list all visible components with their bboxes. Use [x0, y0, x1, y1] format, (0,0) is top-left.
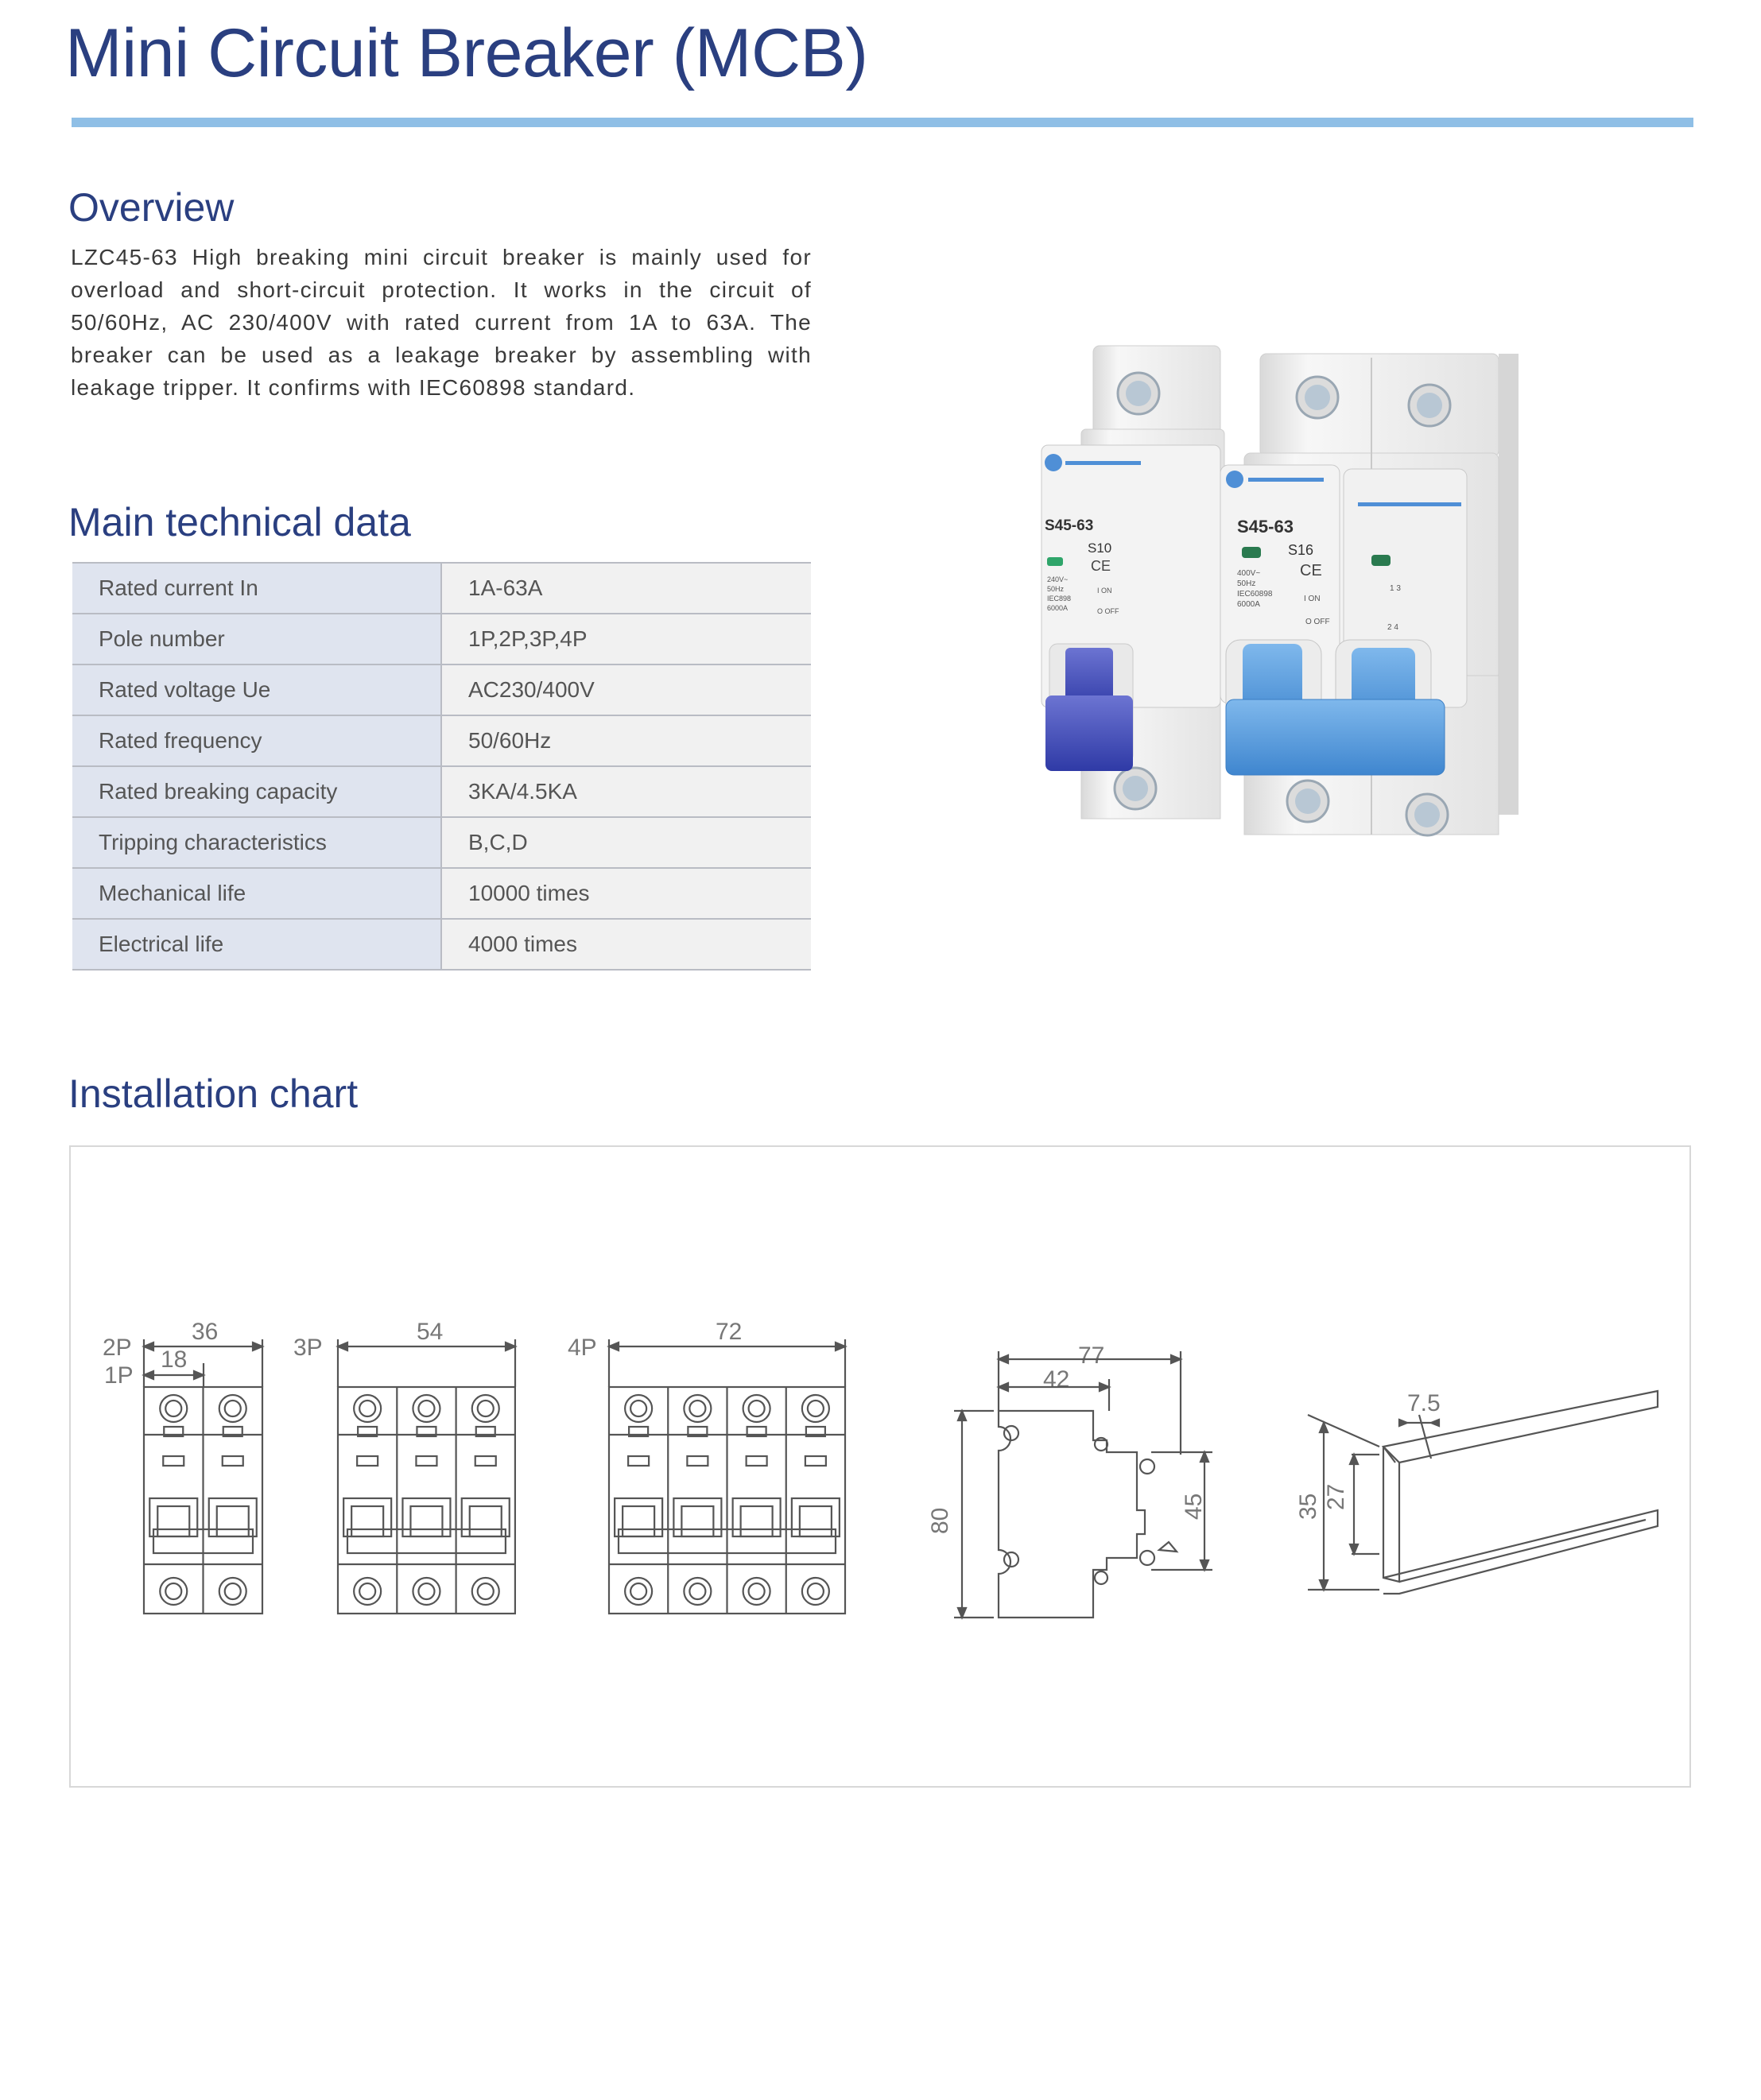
spec-label: Rated current In: [72, 563, 441, 614]
dim-36: 36: [192, 1319, 219, 1345]
spec-label: Rated frequency: [72, 715, 441, 766]
spec-label: Rated breaking capacity: [72, 766, 441, 817]
label-3p: 3P: [293, 1335, 323, 1361]
label-4p: 4P: [568, 1335, 597, 1361]
ce-mark-left: CE: [1091, 558, 1111, 574]
label-2p: 2P: [103, 1335, 132, 1361]
spec-label: Pole number: [72, 614, 441, 664]
spec-right-0: 400V~: [1237, 569, 1261, 578]
spec-left-0: 240V~: [1047, 575, 1069, 583]
front-view-dimension-lines: [144, 1339, 845, 1387]
dim-80: 80: [927, 1507, 953, 1534]
ce-mark-right: CE: [1300, 562, 1322, 579]
on-label-left: I ON: [1097, 587, 1112, 595]
off-label-left: O OFF: [1097, 607, 1119, 615]
spec-value: 1P,2P,3P,4P: [441, 614, 811, 664]
spec-value: 4000 times: [441, 919, 811, 970]
spec-value: 50/60Hz: [441, 715, 811, 766]
model-label-right: S45-63: [1237, 517, 1294, 537]
terminal-bottom-label: 2 4: [1387, 623, 1398, 632]
label-1p: 1P: [104, 1362, 134, 1389]
terminal-top-label: 1 3: [1390, 584, 1401, 593]
rating-left: S10: [1088, 540, 1112, 556]
spec-label: Rated voltage Ue: [72, 664, 441, 715]
dim-45: 45: [1181, 1493, 1207, 1520]
dim-77: 77: [1078, 1343, 1105, 1369]
installation-chart-heading: Installation chart: [68, 1071, 359, 1116]
off-label-right: O OFF: [1305, 618, 1330, 626]
spec-label: Mechanical life: [72, 868, 441, 919]
dim-18: 18: [161, 1346, 188, 1373]
overview-text: LZC45-63 High breaking mini circuit breaker is mainly used for overload and short-circuit protection. It works in the circuit of 50/60Hz, AC 230/400V with rated current from 1A to 63A. The breaker can be used as a leakage breaker by assembling with leakage tripper. It confirms with IEC60898 standard.: [71, 245, 812, 400]
spec-value: B,C,D: [441, 817, 811, 868]
spec-value: AC230/400V: [441, 664, 811, 715]
page-title: Mini Circuit Breaker (MCB): [65, 15, 868, 91]
spec-value: 10000 times: [441, 868, 811, 919]
technical-data-heading: Main technical data: [68, 500, 411, 544]
dim-54: 54: [417, 1319, 444, 1345]
rating-right: S16: [1288, 542, 1314, 558]
spec-value: 1A-63A: [441, 563, 811, 614]
spec-right-2: IEC60898: [1237, 590, 1273, 599]
overview-heading: Overview: [68, 185, 235, 230]
spec-left-2: IEC898: [1047, 595, 1072, 602]
spec-label: Electrical life: [72, 919, 441, 970]
spec-value: 3KA/4.5KA: [441, 766, 811, 817]
model-label-left: S45-63: [1045, 517, 1094, 534]
dimension-drawing-2p: [144, 1387, 262, 1614]
spec-left-3: 6000A: [1047, 604, 1069, 612]
spec-left-1: 50Hz: [1047, 585, 1065, 593]
dim-35: 35: [1295, 1493, 1321, 1520]
dim-7-5: 7.5: [1407, 1390, 1441, 1416]
side-view-drawing: [954, 1351, 1212, 1618]
spec-label: Tripping characteristics: [72, 817, 441, 868]
spec-right-1: 50Hz: [1237, 579, 1256, 588]
dim-42: 42: [1043, 1366, 1070, 1393]
dimension-drawing-3p: [338, 1387, 515, 1614]
dim-27: 27: [1323, 1483, 1349, 1510]
dimension-drawing-4p: [609, 1387, 845, 1614]
dim-72: 72: [716, 1319, 743, 1345]
spec-right-3: 6000A: [1237, 600, 1260, 609]
din-rail-drawing: [1308, 1391, 1658, 1594]
on-label-right: I ON: [1304, 595, 1321, 603]
